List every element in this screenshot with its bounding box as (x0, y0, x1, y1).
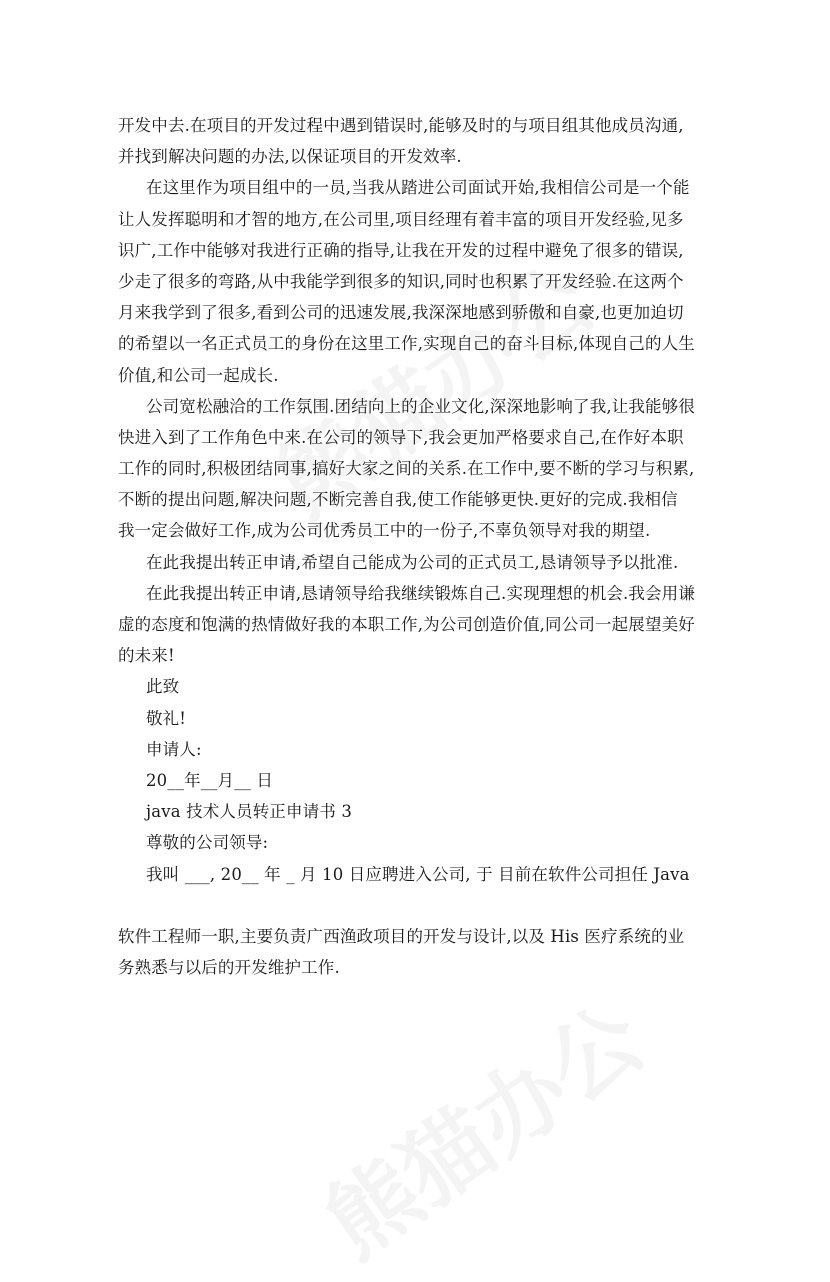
text-line: 公司宽松融洽的工作氛围.团结向上的企业文化,深深地影响了我,让我能够很 (146, 396, 695, 416)
text-line: 的未来! (118, 646, 175, 666)
text-line: 我一定会做好工作,成为公司优秀员工中的一份子,不辜负领导对我的期望. (118, 521, 651, 541)
salutation: 尊敬的公司领导: (146, 833, 269, 853)
text-line: 软件工程师一职,主要负责广西渔政项目的开发与设计,以及 His 医疗系统的业 (118, 926, 685, 946)
text-line: 价值,和公司一起成长. (118, 365, 279, 385)
text-line: 月来我学到了很多,看到公司的迅速发展,我深深地感到骄傲和自豪,也更加迫切 (118, 303, 684, 323)
text-line: 在此我提出转正申请,恳请领导给我继续锻炼自己.实现理想的机会.我会用谦 (146, 583, 695, 603)
text-line: 不断的提出问题,解决问题,不断完善自我,使工作能够更快.更好的完成.我相信 (118, 490, 678, 510)
spacer (118, 890, 728, 921)
text-line: 我叫 ___, 20__ 年 _ 月 10 日应聘进入公司, 于 目前在软件公司担任 Java (146, 864, 690, 884)
applicant-line: 申请人: (146, 739, 202, 759)
text-line: 在这里作为项目组中的一员,当我从踏进公司面试开始,我相信公司是一个能 (146, 178, 690, 198)
text-line: 虚的态度和饱满的热情做好我的本职工作,为公司创造价值,同公司一起展望美好 (118, 615, 695, 634)
section-title: java 技术人员转正申请书 3 (146, 802, 352, 822)
text-line: 少走了很多的弯路,从中我能学到很多的知识,同时也积累了开发经验.在这两个 (118, 271, 684, 291)
text-line: 让人发挥聪明和才智的地方,在公司里,项目经理有着丰富的项目开发经验,见多 (118, 209, 684, 229)
text-line: 在此我提出转正申请,希望自己能成为公司的正式员工,恳请领导予以批准. (146, 552, 679, 572)
closing-line: 此致 (146, 677, 180, 697)
date-line: 20__年__月__ 日 (146, 770, 274, 790)
text-line: 识广,工作中能够对我进行正确的指导,让我在开发的过程中避免了很多的错误, (118, 240, 684, 260)
text-line: 快进入到了工作角色中来.在公司的领导下,我会更加严格要求自己,在作好本职 (118, 427, 684, 447)
text-line: 开发中去.在项目的开发过程中遇到错误时,能够及时的与项目组其他成员沟通, (118, 116, 684, 135)
closing-line: 敬礼! (146, 708, 187, 728)
text-line: 工作的同时,积极团结同事,搞好大家之间的关系.在工作中,要不断的学习与积累, (118, 459, 695, 479)
watermark (295, 969, 664, 1282)
text-line: 的希望以一名正式员工的身份在这里工作,实现自己的奋斗目标,体现自己的人生 (118, 334, 695, 354)
text-line: 并找到解决问题的办法,以保证项目的开发效率. (118, 147, 462, 167)
text-line: 务熟悉与以后的开发维护工作. (118, 957, 340, 977)
document-page (118, 110, 728, 983)
